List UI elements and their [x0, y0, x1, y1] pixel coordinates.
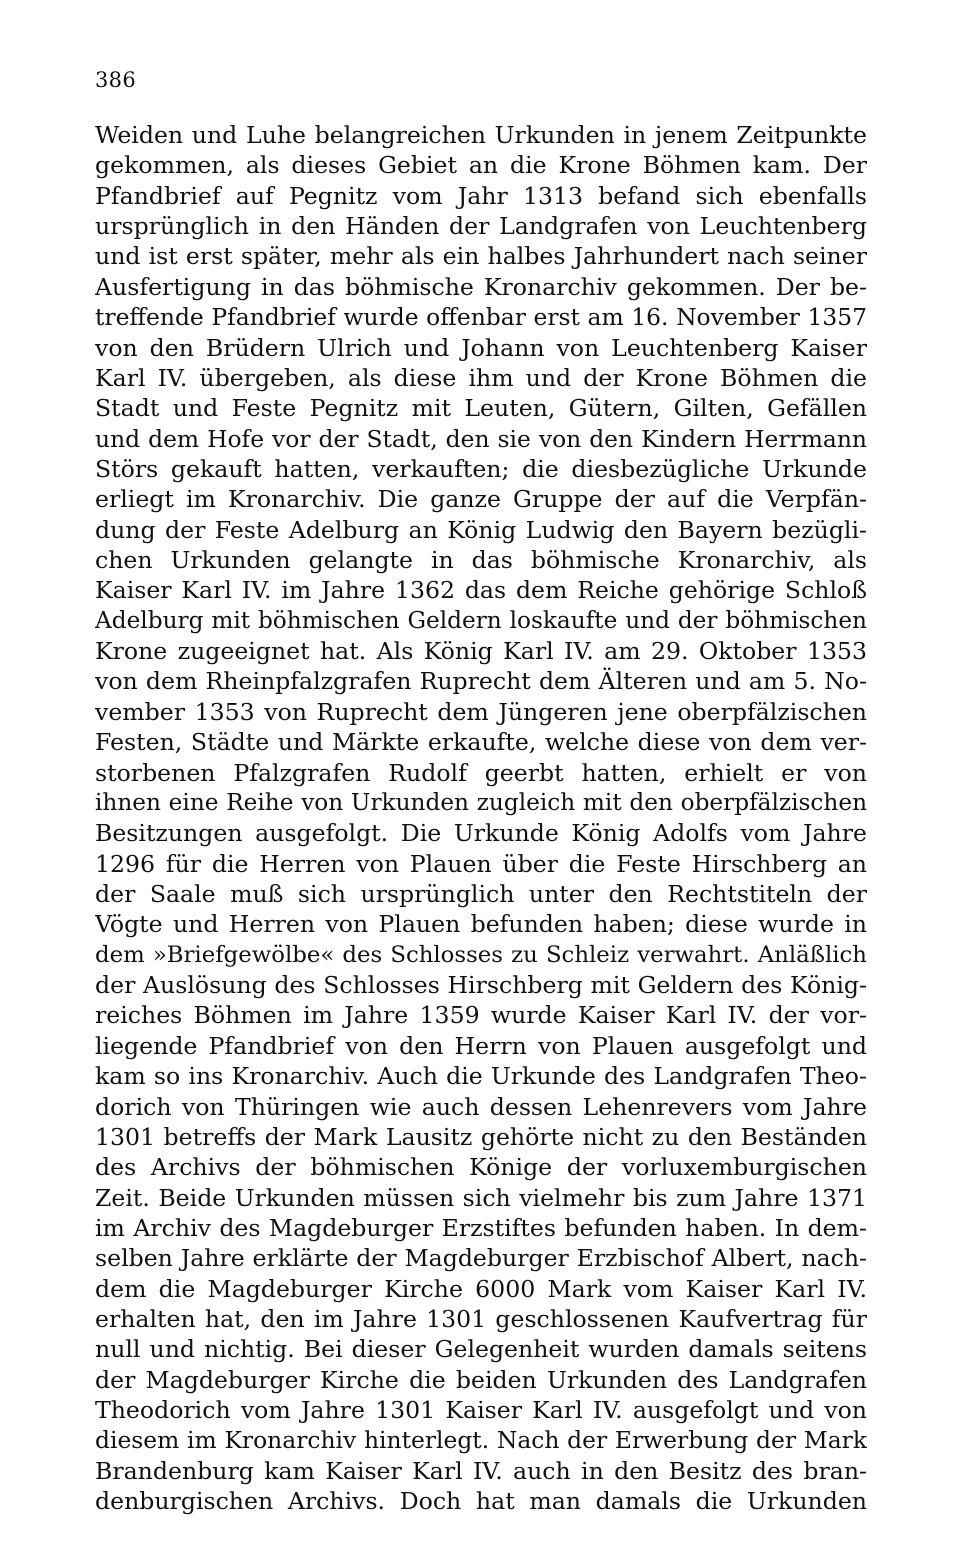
text-line: vember 1353 von Ruprecht dem Jüngeren jene oberpfälzischen: [95, 697, 867, 726]
text-line: chen Urkunden gelangte in das böhmische Kronarchiv, als: [95, 546, 867, 575]
text-line: selben Jahre erklärte der Magdeburger Erzbischof Albert, nach-: [95, 1244, 867, 1273]
text-line: Karl IV. übergeben, als diese ihm und der Krone Böhmen die: [95, 363, 867, 392]
text-line: Störs gekauft hatten, verkauften; die diesbezügliche Urkunde: [95, 454, 867, 483]
text-line: Zeit. Beide Urkunden müssen sich vielmehr bis zum Jahre 1371: [95, 1183, 867, 1212]
text-line: erliegt im Kronarchiv. Die ganze Gruppe der auf die Verpfän-: [95, 485, 867, 514]
text-line: denburgischen Archivs. Doch hat man damals die Urkunden: [95, 1487, 867, 1516]
text-line: von dem Rheinpfalzgrafen Ruprecht dem Älteren und am 5. No-: [95, 667, 867, 696]
text-line: liegende Pfandbrief von den Herrn von Plauen ausgefolgt und: [95, 1031, 867, 1060]
text-line: Theodorich vom Jahre 1301 Kaiser Karl IV. ausgefolgt und von: [95, 1396, 867, 1425]
text-line: und ist erst später, mehr als ein halbes Jahrhundert nach seiner: [95, 242, 867, 271]
text-line: Stadt und Feste Pegnitz mit Leuten, Gütern, Gilten, Gefällen: [95, 394, 867, 423]
text-line: der Auslösung des Schlosses Hirschberg mit Geldern des König-: [95, 971, 867, 1000]
text-line: Kaiser Karl IV. im Jahre 1362 das dem Reiche gehörige Schloß: [95, 576, 867, 605]
text-line: gekommen, als dieses Gebiet an die Krone Böhmen kam. Der: [95, 151, 867, 180]
body-text: [95, 120, 867, 1517]
text-line: ihnen eine Reihe von Urkunden zugleich mit den oberpfälzischen: [95, 788, 867, 816]
text-line: reiches Böhmen im Jahre 1359 wurde Kaiser Karl IV. der vor-: [95, 1001, 867, 1030]
text-line: Brandenburg kam Kaiser Karl IV. auch in den Besitz des bran-: [95, 1456, 867, 1485]
text-line: Festen, Städte und Märkte erkaufte, welche diese von dem ver-: [95, 728, 867, 757]
text-line: des Archivs der böhmischen Könige der vorluxemburgischen: [95, 1153, 867, 1182]
text-line: dung der Feste Adelburg an König Ludwig den Bayern bezügli-: [95, 515, 867, 544]
text-line: und dem Hofe vor der Stadt, den sie von den Kindern Herrmann: [95, 424, 867, 453]
text-line: Vögte und Herren von Plauen befunden haben; diese wurde in: [95, 910, 867, 939]
text-line: der Magdeburger Kirche die beiden Urkunden des Landgrafen: [95, 1365, 867, 1394]
text-line: im Archiv des Magdeburger Erzstiftes befunden haben. In dem-: [95, 1213, 867, 1242]
text-line: dem »Briefgewölbe« des Schlosses zu Schleiz verwahrt. Anläßlich: [95, 941, 867, 968]
text-line: 1301 betreffs der Mark Lausitz gehörte nicht zu den Beständen: [95, 1122, 867, 1151]
text-line: Krone zugeeignet hat. Als König Karl IV. am 29. Oktober 1353: [95, 637, 867, 666]
text-line: 1296 für die Herren von Plauen über die Feste Hirschberg an: [95, 849, 867, 878]
text-line: dorich von Thüringen wie auch dessen Lehenrevers vom Jahre: [95, 1092, 867, 1121]
text-line: Pfandbrief auf Pegnitz vom Jahr 1313 befand sich ebenfalls: [95, 181, 867, 210]
text-line: dem die Magdeburger Kirche 6000 Mark vom Kaiser Karl IV.: [95, 1274, 867, 1303]
text-line: treffende Pfandbrief wurde offenbar erst am 16. November 1357: [95, 303, 867, 332]
text-line: Ausfertigung in das böhmische Kronarchiv gekommen. Der be-: [95, 272, 867, 301]
text-line: der Saale muß sich ursprünglich unter den Rechtstiteln der: [95, 879, 867, 908]
text-line: storbenen Pfalzgrafen Rudolf geerbt hatten, erhielt er von: [95, 758, 867, 787]
text-line: null und nichtig. Bei dieser Gelegenheit wurden damals seitens: [95, 1335, 867, 1364]
text-line: ursprünglich in den Händen der Landgrafen von Leuchtenberg: [95, 212, 867, 241]
page-number: 386: [95, 68, 136, 92]
text-line: von den Brüdern Ulrich und Johann von Leuchtenberg Kaiser: [95, 333, 867, 362]
text-line: diesem im Kronarchiv hinterlegt. Nach der Erwerbung der Mark: [95, 1426, 867, 1455]
text-line: Besitzungen ausgefolgt. Die Urkunde König Adolfs vom Jahre: [95, 819, 867, 848]
text-line: erhalten hat, den im Jahre 1301 geschlossenen Kaufvertrag für: [95, 1305, 867, 1334]
text-line: Adelburg mit böhmischen Geldern loskaufte und der böhmischen: [95, 606, 867, 634]
text-line: Weiden und Luhe belangreichen Urkunden in jenem Zeitpunkte: [95, 121, 867, 149]
text-line: kam so ins Kronarchiv. Auch die Urkunde des Landgrafen Theo-: [95, 1062, 867, 1091]
